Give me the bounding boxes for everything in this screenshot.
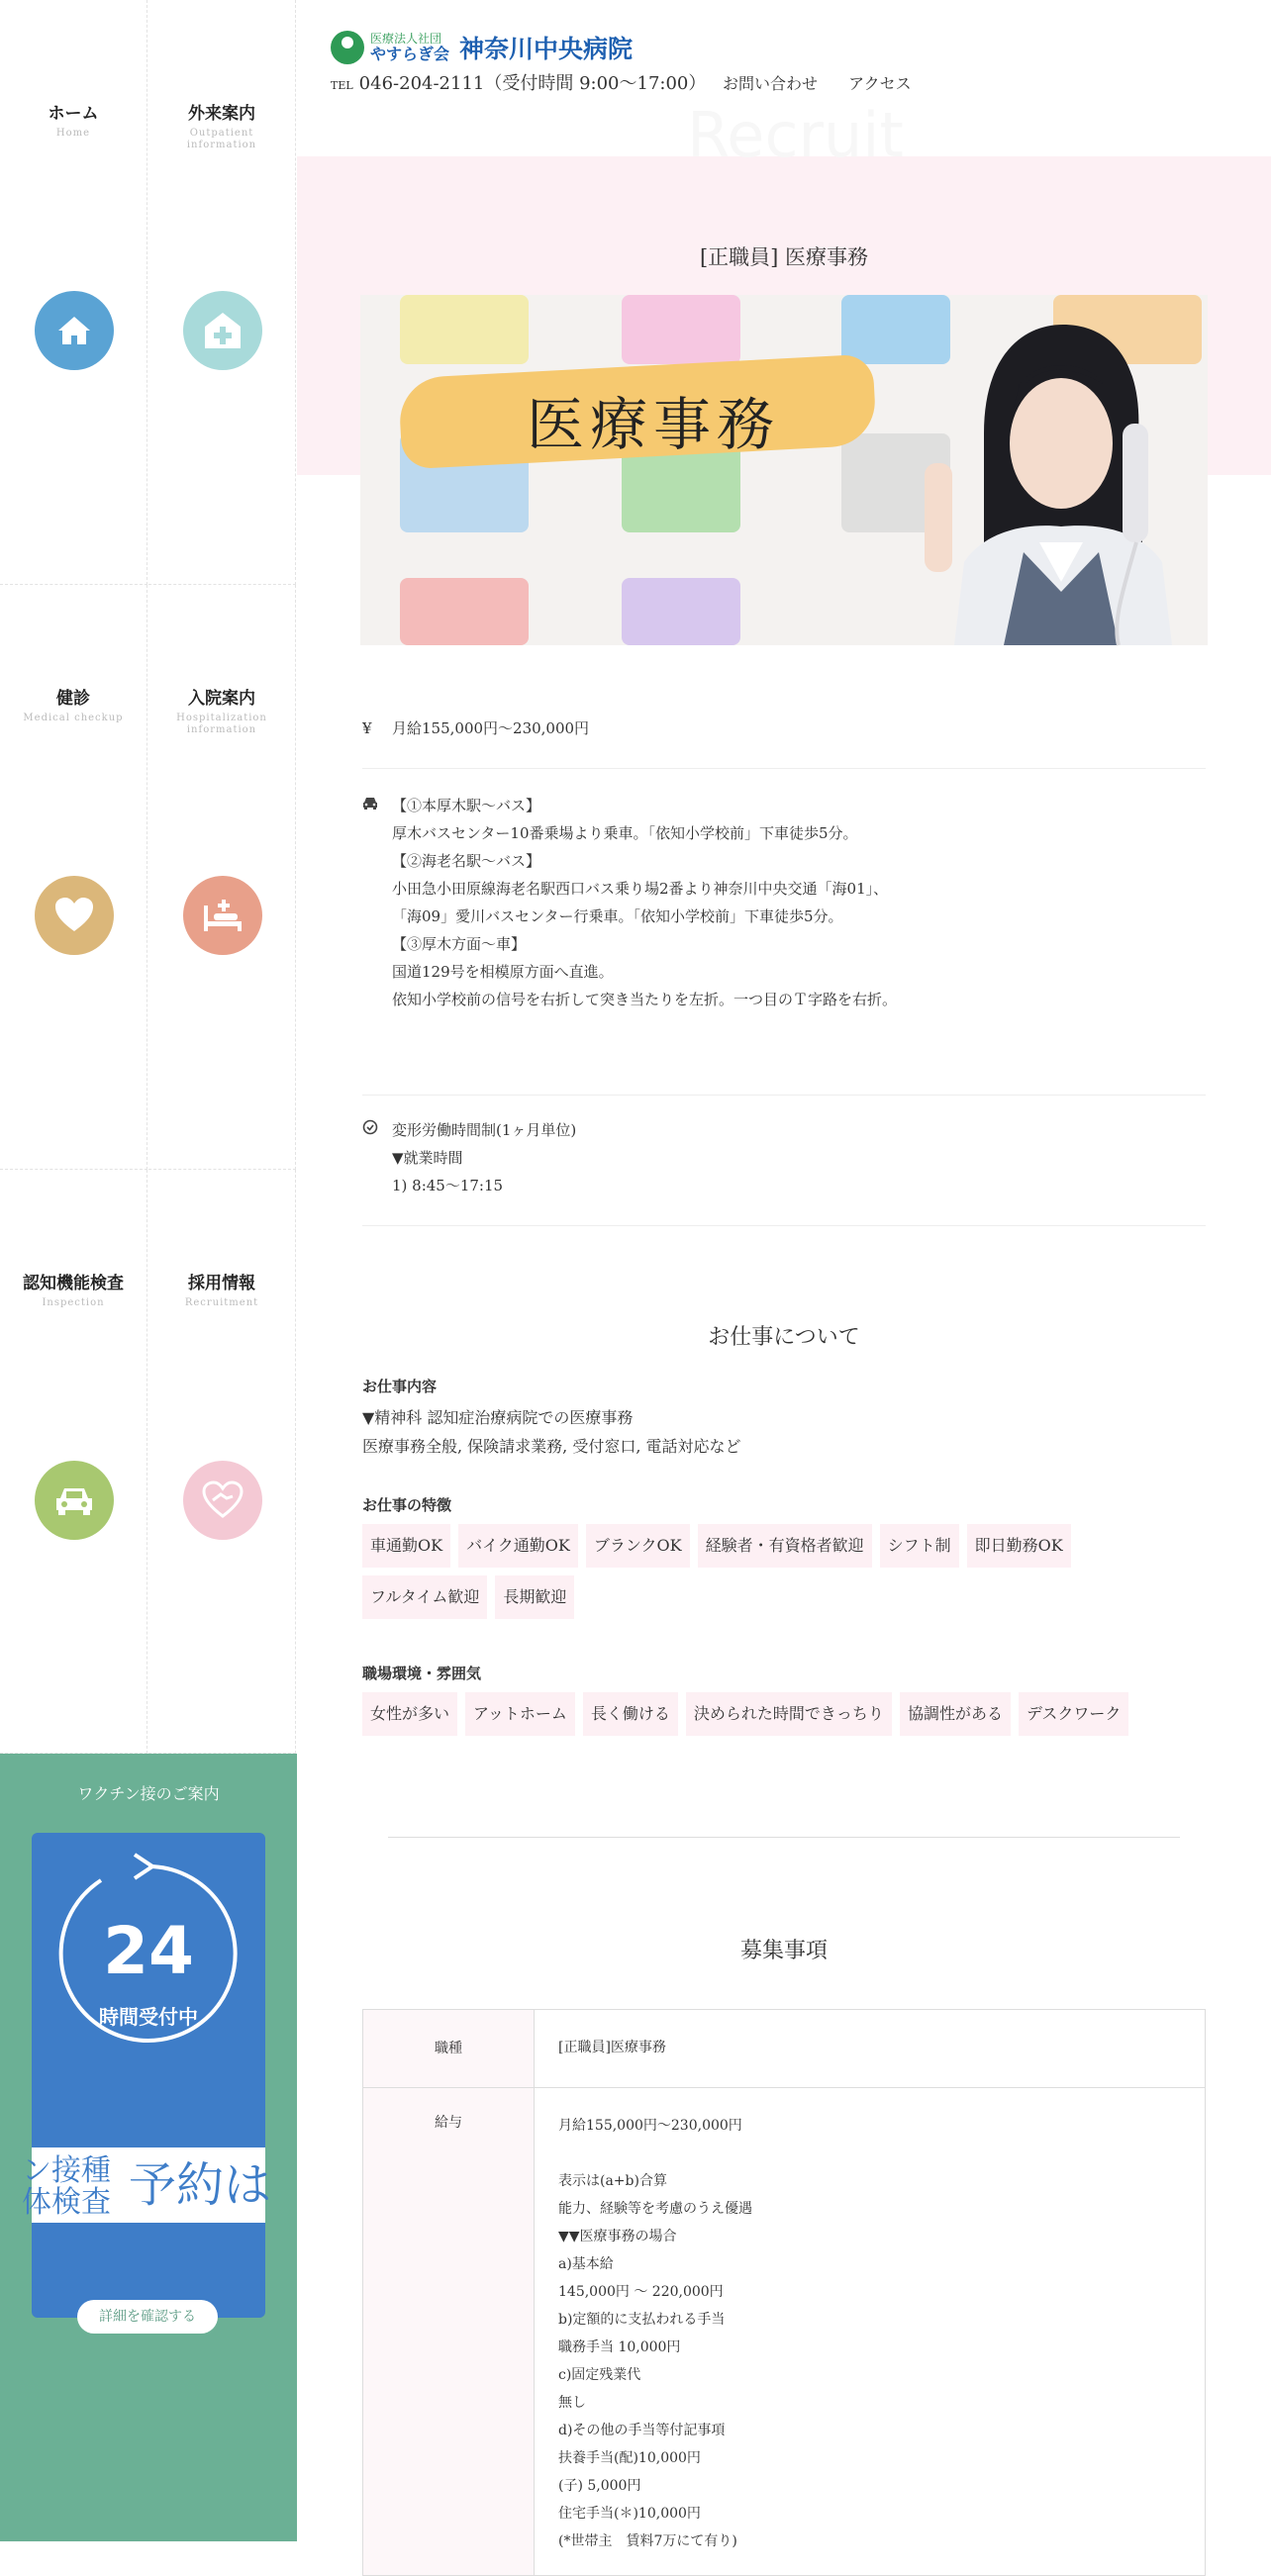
sidebar [0,0,297,2541]
access-line: 国道129号を相模原方面へ直進。 [392,963,614,981]
feature-tag: バイク通勤OK [458,1524,578,1568]
job-content-line: 医療事務全般, 保険請求業務, 受付窓口, 電話対応など [362,1437,741,1456]
table-header-cell: 職種 [363,2010,535,2088]
sidebar-item-label: 採用情報 [188,1274,255,1293]
section-divider [388,1837,1180,1838]
tel-label: TEL [331,79,353,92]
access-line: 【①本厚木駅～バス】 [392,797,541,814]
logo-mark-icon [331,31,364,64]
sidebar-item-home[interactable] [0,0,147,585]
clock-icon [362,1116,382,1144]
job-env-label: 職場環境・雰囲気 [362,1665,482,1682]
logo-group: やすらぎ会 [370,45,450,63]
env-tag: 長く働ける [583,1692,678,1736]
sidebar-item-recruitment[interactable] [148,1170,296,1754]
access-line: 「海09」愛川バスセンター行乗車。「依知小学校前」下車徒歩5分。 [392,907,843,925]
vaccine-section [0,1754,297,2541]
sidebar-item-label: 認知機能検査 [23,1274,124,1293]
sidebar-item-hospitalization[interactable] [148,585,296,1170]
feature-tag: 即日勤務OK [967,1524,1071,1568]
banner-text: 医療事務 [527,391,781,458]
header-phone[interactable] [331,69,706,95]
bed-icon [183,876,262,955]
divider [362,768,1206,769]
access-link[interactable]: アクセス [848,74,912,93]
env-tag: 決められた時間できっちり [686,1692,892,1736]
hours-line: 1) 8:45〜17:15 [392,1177,504,1194]
handshake-icon [183,1461,262,1540]
env-tag: デスクワーク [1019,1692,1128,1736]
heart-icon [35,876,114,955]
env-tag: アットホーム [465,1692,575,1736]
access-line: 【③厚木方面～車】 [392,935,527,953]
sidebar-item-outpatient[interactable] [148,0,296,585]
divider [362,1095,1206,1096]
sidebar-item-checkup[interactable] [0,585,147,1170]
table-cell: 月給155,000円〜230,000円 表示は(a+b)合算 能力、経験等を考慮のうえ優遇 ▼▼医療事務の場合 a)基本給 145,000円 ～ 220,000円 b)定額的に支払われる手当 職務手当 10,000円 c)固定残業代 無し d)その他の手当等付記事項 扶養手当(配)10,000円 (子) 5,000円 住宅手当(＊)10,000円 (*世帯主 賃料7万にて有り) [558,2118,752,2549]
table-cell: [正職員]医療事務 [535,2010,1206,2088]
job-features-label: お仕事の特徴 [362,1496,452,1514]
access-line: 厚木バスセンター10番乗場より乗車。「依知小学校前」下車徒歩5分。 [392,824,858,842]
job-banner-image [360,295,1208,645]
sidebar-item-sublabel: Hospitalization information [176,713,267,735]
vaccine-banner[interactable] [22,1833,272,2318]
vaccine-marquee-right: 予約は [129,2157,272,2213]
sidebar-item-label: 入院案内 [188,689,255,709]
hospital-icon [183,291,262,370]
hours-line: ▼就業時間 [392,1149,463,1167]
hours-info [362,1116,1206,1199]
hours-line: 変形労働時間制(1ヶ月単位) [392,1121,577,1139]
sidebar-item-sublabel: Recruitment [184,1297,259,1308]
job-content-line: ▼精神科 認知症治療病院での医療事務 [362,1408,634,1427]
banner-person-illustration [944,315,1172,645]
hero-watermark: Recruit [687,99,904,171]
sidebar-item-sublabel: Home [55,128,91,139]
contact-link[interactable]: お問い合わせ [723,74,819,93]
env-tag: 協調性がある [900,1692,1011,1736]
access-line: 依知小学校前の信号を右折して突き当たりを左折。一つ目のＴ字路を右折。 [392,991,898,1008]
tel-number: 046-204-2111（受付時間 9:00～17:00） [358,73,707,94]
job-content [362,1403,741,1461]
feature-tags [362,1524,1206,1627]
yen-icon: ¥ [362,719,372,737]
vaccine-marquee [22,2147,272,2223]
sidebar-item-label: 外来案内 [188,104,255,124]
car-icon [35,1461,114,1540]
table-row [363,2088,1206,2576]
job-content-label: お仕事内容 [362,1378,438,1395]
sidebar-item-inspection[interactable] [0,1170,147,1754]
vaccine-hours: 時間受付中 [99,2005,198,2029]
logo-name: 神奈川中央病院 [459,35,634,63]
access-line: 【②海老名駅～バス】 [392,852,541,870]
table-header-cell: 給与 [363,2088,535,2576]
car-icon [362,792,382,819]
sidebar-item-label: 健診 [56,689,90,709]
vaccine-details-button[interactable]: 詳細を確認する [77,2300,218,2334]
clock-arrow-icon [32,1833,265,2147]
sidebar-nav [0,0,297,1754]
salary-info [362,715,1206,742]
recruit-heading: 募集事項 [739,1939,828,1963]
feature-tag: 長期歓迎 [495,1575,574,1619]
access-line: 小田急小田原線海老名駅西口バス乗り場2番より神奈川中央交通「海01」、 [392,880,889,898]
table-row [363,2010,1206,2088]
header-links [723,71,937,94]
salary-text: 月給155,000円〜230,000円 [392,719,590,737]
hospital-logo[interactable] [331,28,633,67]
divider [362,1225,1206,1226]
page-title: [正職員] 医療事務 [699,245,869,269]
env-tags [362,1692,1206,1744]
recruit-table [362,2009,1206,2576]
feature-tag: 車通勤OK [362,1524,450,1568]
feature-tag: シフト制 [880,1524,959,1568]
vaccine-number: 24 [103,1913,194,1989]
vaccine-marquee-left: ン接種 体検査 [22,2153,111,2220]
sidebar-item-sublabel: Inspection [42,1297,105,1308]
env-tag: 女性が多い [362,1692,457,1736]
feature-tag: ブランクOK [586,1524,690,1568]
sidebar-item-sublabel: Outpatient information [186,128,257,150]
sidebar-item-sublabel: Medical checkup [23,713,124,723]
access-info [362,792,1206,1013]
vaccine-title: ワクチン接のご案内 [77,1784,220,1803]
home-icon [35,291,114,370]
feature-tag: 経験者・有資格者歓迎 [698,1524,872,1568]
logo-corp: 医療法人社団 [370,32,442,46]
feature-tag: フルタイム歓迎 [362,1575,487,1619]
sidebar-item-label: ホーム [48,104,99,124]
job-heading: お仕事について [708,1325,860,1350]
